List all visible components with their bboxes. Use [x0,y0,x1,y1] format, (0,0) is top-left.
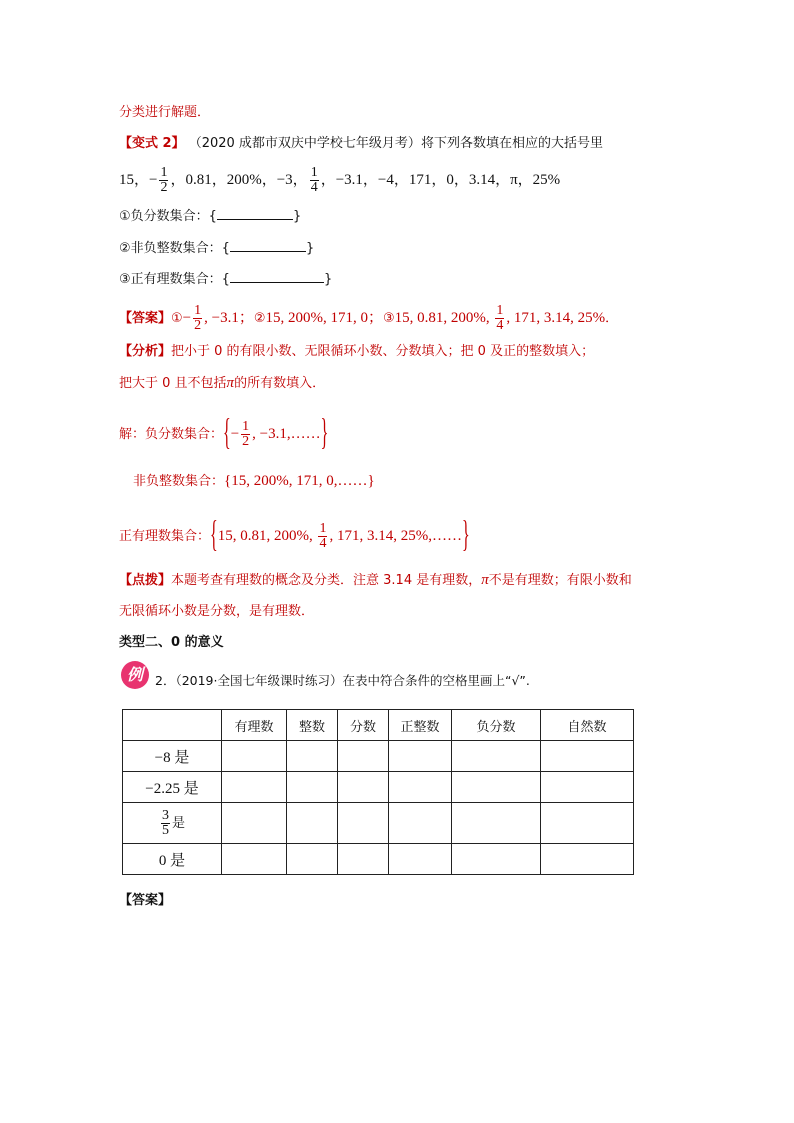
check-cell[interactable] [389,772,452,803]
fraction-denominator: 4 [319,536,327,551]
tip-line-1 [119,571,632,590]
solution-1-sign: − [230,426,240,442]
tip-line-2: 无限循环小数是分数，是有理数． [119,604,315,619]
solution-label-2: 非负整数集合： [133,474,225,489]
fraction-denominator: 4 [310,180,318,195]
answer-fraction-quarter [495,304,504,333]
blank-label-3: ③正有理数集合：{ [119,272,230,287]
blank-positive-rationals [119,270,332,289]
table-header-row [123,710,634,741]
section-title: 类型二、0 的意义 [119,635,224,650]
fraction-numerator: 1 [496,303,504,318]
fraction-denominator: 5 [161,822,169,838]
analysis-text-2a: 把大于 0 且不包括 [119,376,227,391]
answer-2: 15, 200%, 171, 0； [265,310,384,326]
left-brace: { [210,515,218,555]
table-row [123,803,634,844]
variant-source: （2020 成都市双庆中学校七年级月考） [188,136,421,151]
right-brace: } [320,413,329,453]
answer-blank-3[interactable] [230,270,324,283]
numbers-part-a: 15，− [119,171,158,188]
check-cell[interactable] [222,772,287,803]
check-cell[interactable] [222,741,287,772]
answer-blank-2[interactable] [230,239,306,252]
fraction-one-quarter [310,166,319,195]
blank-label-1: ①负分数集合：{ [119,209,217,224]
analysis-line-1 [119,343,594,361]
solution-fraction-quarter [318,522,327,551]
solution-1-rest: , −3.1,…… [252,426,321,442]
answer-blank-1[interactable] [217,207,293,220]
variant-instruction: 将下列各数填在相应的大括号里 [420,136,603,151]
fraction-numerator: 1 [160,165,168,180]
check-cell[interactable] [452,803,541,844]
left-brace: { [223,413,231,453]
fraction-denominator: 4 [496,318,504,333]
answer-3-start: 15, 0.81, 200%, [394,310,494,326]
row-label: −2.25 是 [123,772,222,803]
check-cell[interactable] [338,803,389,844]
row-label-suffix: 是 [171,815,185,831]
check-cell[interactable] [338,844,389,875]
variant-prompt [119,135,603,153]
answer-label-2: 【答案】 [119,893,172,908]
solution-label-1: 解：负分数集合： [119,427,224,442]
pi-symbol: π [481,572,489,588]
analysis-text-2b: 的所有数填入． [234,376,326,391]
intro-tail: 分类进行解题． [119,105,211,120]
table-row [123,844,634,875]
check-cell[interactable] [287,803,338,844]
table-header-cell: 自然数 [541,710,634,741]
solution-line-3 [119,515,470,555]
answer-circle-2: ② [253,311,266,326]
example-text: 2．（2019·全国七年级课时练习）在表中符合条件的空格里画上“√”. [155,673,530,688]
solution-3-end: , 171, 3.14, 25%,…… [329,528,462,544]
tip-label: 【点拨】 [119,573,172,588]
fraction-denominator: 2 [194,318,202,333]
check-cell[interactable] [222,844,287,875]
fraction-numerator: 1 [242,419,250,434]
table-header-cell: 整数 [287,710,338,741]
blank-negative-fractions [119,207,301,226]
fraction-one-half [159,166,168,195]
numbers-part-b: ，0.81，200%，−3， [170,171,308,188]
analysis-text-1: 把小于 0 的有限小数、无限循环小数、分数填入；把 0 及正的整数填入； [171,344,595,359]
answer-fraction-half [193,304,202,333]
fraction-numerator: 1 [310,165,318,180]
answer-circle-1: ① [171,311,183,326]
row-label: −8 是 [123,741,222,772]
solution-fraction-half [241,420,250,449]
number-list [119,166,560,195]
table-row [123,741,634,772]
table-header-cell: 正整数 [389,710,452,741]
check-cell[interactable] [287,844,338,875]
tip-text-1a: 本题考查有理数的概念及分类．注意 3.14 是有理数， [171,573,482,588]
variant-label: 【变式 2】 [119,136,185,151]
blank-label-2: ②非负整数集合：{ [119,241,230,256]
check-cell[interactable] [541,741,634,772]
check-cell[interactable] [338,741,389,772]
check-cell[interactable] [452,844,541,875]
row-label [123,803,222,844]
check-cell[interactable] [541,772,634,803]
numbers-part-c: ，−3.1，−4，171，0，3.14，π，25% [320,171,561,188]
check-cell[interactable] [541,844,634,875]
table-header-cell: 有理数 [222,710,287,741]
check-cell[interactable] [287,741,338,772]
analysis-line-2 [119,374,325,393]
answer-3-end: , 171, 3.14, 25% [506,310,606,326]
fraction-denominator: 2 [242,434,250,449]
answer-line [119,304,618,333]
blank-close-2: } [305,241,315,256]
fraction-numerator: 1 [194,303,202,318]
answer-1-sign: − [182,310,192,326]
answer-end-mark: ． [605,311,619,326]
classification-table [122,709,634,875]
solution-2-set: {15, 200%, 171, 0,……} [224,473,375,489]
answer-1-rest: , −3.1； [204,310,254,326]
solution-line-2 [133,472,375,491]
check-cell[interactable] [389,803,452,844]
check-cell[interactable] [541,803,634,844]
answer-circle-3: ③ [383,311,395,326]
tip-text-1b: 不是有理数；有限小数和 [488,573,632,588]
pi-symbol: π [226,375,235,391]
check-cell[interactable] [452,741,541,772]
blank-close-3: } [323,272,333,287]
check-cell[interactable] [338,772,389,803]
check-cell[interactable] [287,772,338,803]
blank-close-1: } [292,209,302,224]
answer-label: 【答案】 [119,311,172,326]
solution-label-3: 正有理数集合： [119,529,211,544]
blank-nonnegative-integers [119,239,314,258]
table-row [123,772,634,803]
right-brace: } [461,515,470,555]
table-header-cell [123,710,222,741]
table-header-cell: 分数 [338,710,389,741]
example-badge-icon: 例 [121,661,149,689]
row-label: 0 是 [123,844,222,875]
fraction-numerator: 1 [319,521,327,536]
check-cell[interactable] [452,772,541,803]
fraction-numerator: 3 [161,807,169,823]
solution-3-start: 15, 0.81, 200%, [217,528,317,544]
analysis-label: 【分析】 [119,344,172,359]
fraction-denominator: 2 [160,180,168,195]
check-cell[interactable] [222,803,287,844]
check-cell[interactable] [389,741,452,772]
check-cell[interactable] [389,844,452,875]
solution-line-1 [119,413,329,453]
table-header-cell: 负分数 [452,710,541,741]
fraction-three-fifths [161,809,170,838]
